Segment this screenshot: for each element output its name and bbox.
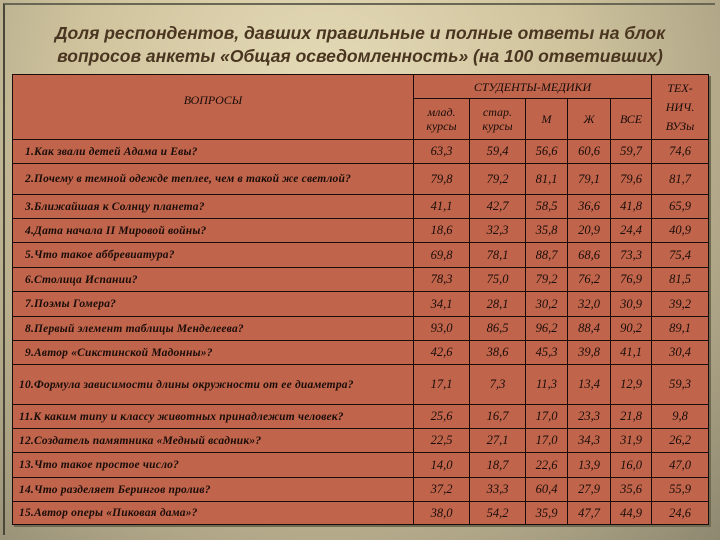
- value-cell: 30,9: [611, 292, 652, 317]
- table-row: [13, 341, 709, 365]
- value-cell: 34,1: [414, 292, 470, 317]
- value-cell: 76,9: [611, 268, 652, 292]
- value-cell: 16,7: [470, 405, 526, 429]
- table-row: [13, 140, 709, 164]
- value-cell: 41,1: [611, 341, 652, 365]
- header-medical-students: СТУДЕНТЫ-МЕДИКИ: [414, 75, 652, 99]
- value-cell: 35,6: [611, 478, 652, 502]
- title-line-2: вопросов анкеты «Общая осведомленность» (на 100 ответивших): [57, 46, 663, 66]
- value-cell: 59,7: [611, 140, 652, 164]
- slide-title: [0, 22, 720, 68]
- table-row: [13, 219, 709, 243]
- value-cell: 34,3: [568, 429, 611, 453]
- question-cell: 9.Автор «Сикстинской Мадонны»?: [13, 341, 414, 365]
- value-cell: 54,2: [470, 502, 526, 525]
- value-cell: 38,0: [414, 502, 470, 525]
- header-questions: ВОПРОСЫ: [13, 75, 414, 140]
- value-cell: 27,9: [568, 478, 611, 502]
- value-cell: 37,2: [414, 478, 470, 502]
- table-row: [13, 292, 709, 317]
- value-cell: 31,9: [611, 429, 652, 453]
- question-cell: 12.Создатель памятника «Медный всадник»?: [13, 429, 414, 453]
- value-cell: 93,0: [414, 317, 470, 341]
- question-cell: 3.Ближайшая к Солнцу планета?: [13, 195, 414, 219]
- table-row: [13, 502, 709, 525]
- value-cell: 30,4: [652, 341, 709, 365]
- header-junior-l1: млад.: [427, 105, 456, 119]
- question-cell: 10.Формула зависимости длины окружности от ее диаметра?: [13, 365, 414, 405]
- value-cell: 7,3: [470, 365, 526, 405]
- question-cell: 7.Поэмы Гомера?: [13, 292, 414, 317]
- table-row: [13, 195, 709, 219]
- tech-line-1: ТЕХ-: [667, 80, 693, 95]
- value-cell: 22,6: [526, 453, 568, 478]
- value-cell: 60,4: [526, 478, 568, 502]
- value-cell: 13,9: [568, 453, 611, 478]
- value-cell: 69,8: [414, 243, 470, 268]
- value-cell: 40,9: [652, 219, 709, 243]
- value-cell: 32,0: [568, 292, 611, 317]
- value-cell: 36,6: [568, 195, 611, 219]
- value-cell: 79,6: [611, 164, 652, 195]
- value-cell: 76,2: [568, 268, 611, 292]
- header-all: ВСЕ: [611, 99, 652, 140]
- value-cell: 21,8: [611, 405, 652, 429]
- value-cell: 65,9: [652, 195, 709, 219]
- value-cell: 63,3: [414, 140, 470, 164]
- value-cell: 13,4: [568, 365, 611, 405]
- question-cell: 15.Автор оперы «Пиковая дама»?: [13, 502, 414, 525]
- header-junior-l2: курсы: [426, 119, 457, 133]
- value-cell: 81,1: [526, 164, 568, 195]
- header-senior-courses: [470, 99, 526, 140]
- value-cell: 79,2: [526, 268, 568, 292]
- value-cell: 14,0: [414, 453, 470, 478]
- value-cell: 81,7: [652, 164, 709, 195]
- value-cell: 11,3: [526, 365, 568, 405]
- header-senior-l2: курсы: [482, 119, 513, 133]
- value-cell: 74,6: [652, 140, 709, 164]
- value-cell: 75,4: [652, 243, 709, 268]
- value-cell: 33,3: [470, 478, 526, 502]
- table-row: [13, 243, 709, 268]
- question-cell: 8.Первый элемент таблицы Менделеева?: [13, 317, 414, 341]
- header-senior-l1: стар.: [482, 105, 513, 119]
- value-cell: 81,5: [652, 268, 709, 292]
- header-female: Ж: [568, 99, 611, 140]
- question-cell: 1.Как звали детей Адама и Евы?: [13, 140, 414, 164]
- value-cell: 17,0: [526, 429, 568, 453]
- value-cell: 79,1: [568, 164, 611, 195]
- value-cell: 56,6: [526, 140, 568, 164]
- value-cell: 18,6: [414, 219, 470, 243]
- value-cell: 75,0: [470, 268, 526, 292]
- value-cell: 30,2: [526, 292, 568, 317]
- value-cell: 41,8: [611, 195, 652, 219]
- value-cell: 88,7: [526, 243, 568, 268]
- value-cell: 28,1: [470, 292, 526, 317]
- value-cell: 60,6: [568, 140, 611, 164]
- value-cell: 45,3: [526, 341, 568, 365]
- value-cell: 24,4: [611, 219, 652, 243]
- title-line-1: Доля респондентов, давших правильные и полные ответы на блок: [54, 23, 666, 43]
- question-cell: 6.Столица Испании?: [13, 268, 414, 292]
- question-cell: 5.Что такое аббревиатура?: [13, 243, 414, 268]
- value-cell: 68,6: [568, 243, 611, 268]
- question-cell: 4.Дата начала II Мировой войны?: [13, 219, 414, 243]
- question-cell: 11.К каким типу и классу животных принадлежит человек?: [13, 405, 414, 429]
- value-cell: 41,1: [414, 195, 470, 219]
- value-cell: 17,0: [526, 405, 568, 429]
- value-cell: 24,6: [652, 502, 709, 525]
- table-row: [13, 453, 709, 478]
- question-cell: 14.Что разделяет Берингов пролив?: [13, 478, 414, 502]
- value-cell: 25,6: [414, 405, 470, 429]
- value-cell: 17,1: [414, 365, 470, 405]
- value-cell: 47,0: [652, 453, 709, 478]
- tech-line-2: НИЧ.: [665, 99, 695, 114]
- table-row: [13, 268, 709, 292]
- value-cell: 59,4: [470, 140, 526, 164]
- tech-line-3: ВУЗы: [665, 118, 695, 133]
- value-cell: 26,2: [652, 429, 709, 453]
- value-cell: 42,7: [470, 195, 526, 219]
- question-cell: 13.Что такое простое число?: [13, 453, 414, 478]
- value-cell: 18,7: [470, 453, 526, 478]
- value-cell: 16,0: [611, 453, 652, 478]
- value-cell: 73,3: [611, 243, 652, 268]
- table-row: [13, 317, 709, 341]
- value-cell: 38,6: [470, 341, 526, 365]
- value-cell: 44,9: [611, 502, 652, 525]
- value-cell: 42,6: [414, 341, 470, 365]
- value-cell: 47,7: [568, 502, 611, 525]
- value-cell: 90,2: [611, 317, 652, 341]
- value-cell: 79,2: [470, 164, 526, 195]
- table-row: [13, 405, 709, 429]
- table-row: [13, 478, 709, 502]
- value-cell: 96,2: [526, 317, 568, 341]
- header-male: М: [526, 99, 568, 140]
- table-row: [13, 365, 709, 405]
- value-cell: 12,9: [611, 365, 652, 405]
- question-cell: 2.Почему в темной одежде теплее, чем в такой же светлой?: [13, 164, 414, 195]
- value-cell: 78,1: [470, 243, 526, 268]
- value-cell: 23,3: [568, 405, 611, 429]
- value-cell: 27,1: [470, 429, 526, 453]
- value-cell: 22,5: [414, 429, 470, 453]
- value-cell: 35,8: [526, 219, 568, 243]
- header-junior-courses: [414, 99, 470, 140]
- header-tech-universities: [652, 75, 709, 140]
- value-cell: 79,8: [414, 164, 470, 195]
- table-row: [13, 164, 709, 195]
- value-cell: 59,3: [652, 365, 709, 405]
- value-cell: 39,2: [652, 292, 709, 317]
- value-cell: 58,5: [526, 195, 568, 219]
- value-cell: 88,4: [568, 317, 611, 341]
- value-cell: 89,1: [652, 317, 709, 341]
- value-cell: 78,3: [414, 268, 470, 292]
- value-cell: 86,5: [470, 317, 526, 341]
- value-cell: 35,9: [526, 502, 568, 525]
- survey-results-table: [12, 74, 709, 525]
- value-cell: 55,9: [652, 478, 709, 502]
- table-row: [13, 429, 709, 453]
- value-cell: 20,9: [568, 219, 611, 243]
- value-cell: 32,3: [470, 219, 526, 243]
- value-cell: 9,8: [652, 405, 709, 429]
- value-cell: 39,8: [568, 341, 611, 365]
